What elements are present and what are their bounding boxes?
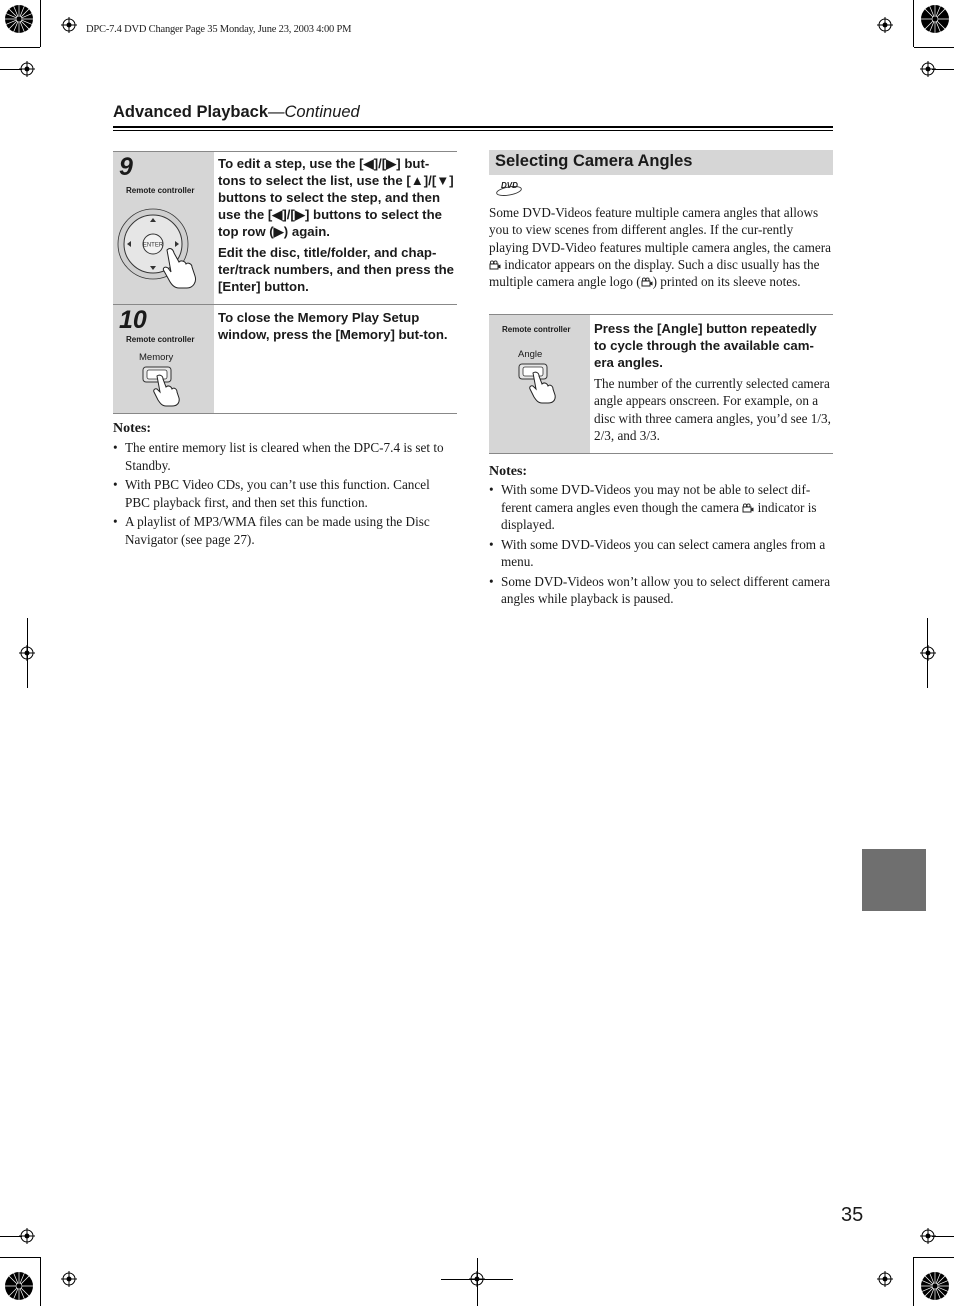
remote-dpad-enter-icon xyxy=(117,204,211,290)
note-text: With some DVD-Videos you may not be able to select dif-ferent camera angles even though the camera xyxy=(501,482,811,515)
registration-crosshair-icon xyxy=(19,645,35,661)
print-slug: DPC-7.4 DVD Changer Page 35 Monday, June 23, 2003 4:00 PM xyxy=(86,24,352,35)
note-text: indicator is displayed. xyxy=(501,499,817,532)
step-10 xyxy=(113,304,457,414)
note-item: • With PBC Video CDs, you can’t use this function. Cancel PBC playback first, and then set this function. xyxy=(113,476,457,511)
registration-sunburst-icon xyxy=(920,4,950,34)
header-title: Advanced Playback xyxy=(113,103,268,121)
page-number: 35 xyxy=(841,1204,864,1226)
step-instruction-2: Edit the disc, title/folder, and chap-ter/track numbers, and then press the [Enter] button. xyxy=(218,245,454,294)
chapter-thumb-tab xyxy=(862,849,926,911)
enter-button-label: ENTER xyxy=(142,242,164,249)
section-intro xyxy=(489,204,833,290)
registration-sunburst-icon xyxy=(4,4,34,34)
note-item: • A playlist of MP3/WMA files can be made using the Disc Navigator (see page 27). xyxy=(113,513,457,548)
memory-button-label: Memory xyxy=(139,352,174,363)
notes-title: Notes: xyxy=(489,464,528,479)
notes-title: Notes: xyxy=(113,421,152,436)
angle-instruction: Press the [Angle] button repeatedly to cycle through the available cam-era angles. xyxy=(594,321,817,370)
intro-text: Some DVD-Videos feature multiple camera angles that allows you to view scenes from different angles. If the cur-rently playing DVD-Video features multiple camera angles, the camera xyxy=(489,205,831,255)
registration-crosshair-icon xyxy=(61,17,77,33)
page-header xyxy=(113,103,360,122)
remote-controller-label: Remote controller xyxy=(126,186,195,195)
camera-angle-icon xyxy=(742,503,754,513)
step-instruction-1: To close the Memory Play Setup window, press the [Memory] but-ton. xyxy=(218,310,448,342)
registration-crosshair-icon xyxy=(61,1271,77,1287)
angle-explanation: The number of the currently selected camera angle appears onscreen. For example, on a disc with three camera angles, you’d see 1/3, 2/3, and 3/3. xyxy=(594,376,831,443)
registration-crosshair-icon xyxy=(19,61,35,77)
step-number: 10 xyxy=(119,306,147,334)
angle-button-press-icon xyxy=(515,362,567,404)
header-continued: —Continued xyxy=(268,103,360,121)
intro-text: indicator appears on the display. Such a disc usually has the multiple camera angle logo ( xyxy=(489,256,820,290)
camera-angle-icon xyxy=(489,260,501,270)
remote-controller-label: Remote controller xyxy=(126,335,195,344)
intro-text: ) printed on its sleeve notes. xyxy=(652,274,801,290)
angle-step-text xyxy=(594,320,832,444)
section-title: Selecting Camera Angles xyxy=(495,152,693,170)
registration-crosshair-icon xyxy=(920,61,936,77)
note-item: • With some DVD-Videos you can select camera angles from a menu. xyxy=(489,536,833,571)
step-instructions xyxy=(218,155,456,299)
registration-crosshair-icon xyxy=(920,1228,936,1244)
registration-sunburst-icon xyxy=(920,1271,950,1301)
registration-crosshair-icon xyxy=(469,1271,485,1287)
angle-step xyxy=(489,314,833,454)
registration-crosshair-icon xyxy=(920,645,936,661)
registration-crosshair-icon xyxy=(877,1271,893,1287)
step-instruction-1: To edit a step, use the [◀]/[▶] but-tons to select the list, use the [▲]/[▼] buttons to select the step, and then use the [◀]/[▶] buttons to select the top row (▶) again. xyxy=(218,156,454,239)
note-item xyxy=(489,481,833,534)
registration-sunburst-icon xyxy=(4,1271,34,1301)
remote-controller-label: Remote controller xyxy=(502,325,571,334)
right-notes xyxy=(489,464,833,610)
header-rule-thin xyxy=(113,130,833,131)
dvd-badge-label: DVD xyxy=(501,181,518,190)
left-notes xyxy=(113,421,457,550)
note-item: • Some DVD-Videos won’t allow you to select different camera angles while playback is paused. xyxy=(489,573,833,608)
angle-button-label: Angle xyxy=(518,349,543,360)
camera-angle-logo-icon xyxy=(641,277,653,287)
step-number: 9 xyxy=(119,153,133,181)
registration-crosshair-icon xyxy=(19,1228,35,1244)
step-9 xyxy=(113,151,457,305)
note-item: • The entire memory list is cleared when the DPC-7.4 is set to Standby. xyxy=(113,439,457,474)
memory-button-press-icon xyxy=(139,365,191,407)
dvd-badge xyxy=(496,180,524,203)
step-instructions xyxy=(218,309,456,347)
header-rule xyxy=(113,126,833,128)
registration-crosshair-icon xyxy=(877,17,893,33)
